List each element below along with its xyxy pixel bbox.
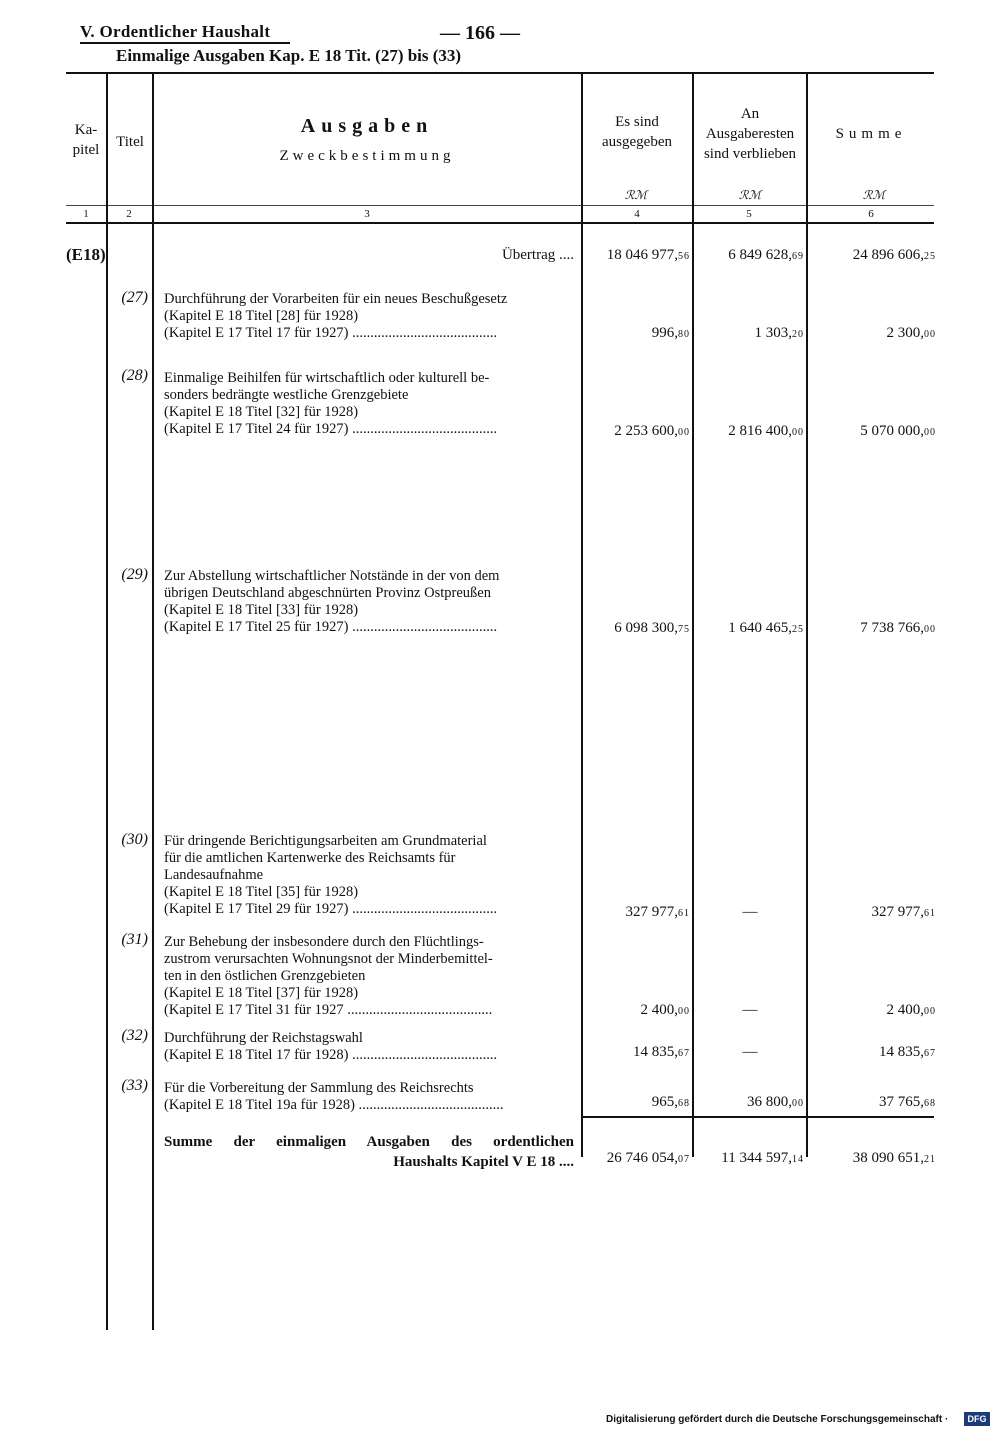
table-header-bottom-rule <box>66 222 934 224</box>
total-rule <box>582 1116 934 1118</box>
row-32-col5: — <box>742 1044 758 1060</box>
row-33-description: Für die Vorbereitung der Sammlung des Reichsrechts (Kapitel E 18 Titel 19a für 1928) ..... <box>164 1080 576 1114</box>
row-33-col4: 965,68 <box>651 1094 690 1110</box>
row-31-col4: 2 400,00 <box>640 1002 690 1018</box>
total-label: Summe der einmaligen Ausgaben des ordentlichen Haushalts Kapitel V E 18 .... <box>164 1134 574 1170</box>
column-divider-5 <box>806 72 808 1157</box>
column-number-4: 4 <box>634 208 640 220</box>
column-number-1: 1 <box>83 208 89 220</box>
column-number-2: 2 <box>126 208 132 220</box>
table-top-rule <box>66 72 934 74</box>
section-title: V. Ordentlicher Haushalt <box>80 22 271 41</box>
header-ausgaben: Ausgaben <box>300 115 434 137</box>
uebertrag-col6: 24 896 606,25 <box>852 247 936 263</box>
row-33-col5: 36 800,00 <box>747 1094 804 1110</box>
header-kapitel: Ka- pitel <box>72 122 100 158</box>
row-32-description: Durchführung der Reichstagswahl (Kapitel E 18 Titel 17 für 1928) ..... <box>164 1030 576 1064</box>
column-number-5: 5 <box>746 208 752 220</box>
header-ausgegeben: Es sind ausgegeben <box>602 114 672 150</box>
header-ausgabereste: An Ausgaberesten sind verblieben <box>703 106 797 162</box>
row-29-titel: (29) <box>121 566 148 583</box>
unit-col4: ℛℳ <box>624 188 648 202</box>
footer-credit: Digitalisierung gefördert durch die Deutsche Forschungsgemeinschaft · <box>606 1414 949 1425</box>
row-29-col4: 6 098 300,75 <box>614 620 690 636</box>
column-divider-1 <box>106 72 108 1330</box>
row-32-titel: (32) <box>121 1027 148 1044</box>
total-col5: 11 344 597,14 <box>721 1150 804 1166</box>
row-30-titel: (30) <box>121 831 148 848</box>
uebertrag-label: Übertrag .... <box>501 247 574 263</box>
row-31-col6: 2 400,00 <box>886 1002 936 1018</box>
row-28-col6: 5 070 000,00 <box>860 423 936 439</box>
row-31-description: Zur Behebung der insbesondere durch den Flüchtlings- zustrom verursachten Wohnungsnot der Minderbemittel- ten in den östlichen Grenzgebieten (Kapitel E 18 Titel [37] für 1928) (Kapitel E 17 Titel 31 für 1927 ..... <box>164 934 576 1019</box>
header-summe: Summe <box>835 126 907 142</box>
row-29-col5: 1 640 465,25 <box>728 620 804 636</box>
row-27-col6: 2 300,00 <box>886 325 936 341</box>
row-29-description: Zur Abstellung wirtschaftlicher Notstände in der von dem übrigen Deutschland abgeschnürten Provinz Ostpreußen (Kapitel E 18 Titel [33] für 1928) (Kapitel E 17 Titel 25 für 1927) ..... <box>164 568 576 636</box>
row-30-col6: 327 977,61 <box>871 904 936 920</box>
total-col4: 26 746 054,07 <box>606 1150 690 1166</box>
kapitel-label: (E18) <box>66 245 106 264</box>
row-33-col6: 37 765,68 <box>879 1094 936 1110</box>
row-33-titel: (33) <box>121 1077 148 1094</box>
row-31-titel: (31) <box>121 931 148 948</box>
column-number-rule <box>66 205 934 206</box>
row-30-col5: — <box>742 904 758 920</box>
row-27-col4: 996,80 <box>651 325 690 341</box>
row-28-col5: 2 816 400,00 <box>728 423 804 439</box>
row-28-col4: 2 253 600,00 <box>614 423 690 439</box>
total-col6: 38 090 651,21 <box>852 1150 936 1166</box>
row-32-col4: 14 835,67 <box>633 1044 690 1060</box>
uebertrag-col5: 6 849 628,69 <box>728 247 804 263</box>
column-number-3: 3 <box>364 208 370 220</box>
column-number-6: 6 <box>868 208 874 220</box>
unit-col6: ℛℳ <box>862 188 886 202</box>
column-divider-4 <box>692 72 694 1157</box>
header-rule <box>80 42 290 44</box>
uebertrag-col4: 18 046 977,56 <box>606 247 690 263</box>
header-titel: Titel <box>116 134 144 150</box>
header-zweckbestimmung: Zweckbestimmung <box>279 148 455 164</box>
page-number: — 166 — <box>440 22 520 44</box>
column-divider-2 <box>152 72 154 1330</box>
row-30-col4: 327 977,61 <box>625 904 690 920</box>
column-divider-3 <box>581 72 583 1157</box>
row-30-description: Für dringende Berichtigungsarbeiten am Grundmaterial für die amtlichen Kartenwerke des Reichsamts für Landesaufnahme (Kapitel E 18 Titel [35] für 1928) (Kapitel E 17 Titel 29 für 1927) ..... <box>164 833 576 918</box>
row-29-col6: 7 738 766,00 <box>860 620 936 636</box>
row-31-col5: — <box>742 1002 758 1018</box>
row-32-col6: 14 835,67 <box>879 1044 936 1060</box>
row-27-titel: (27) <box>121 289 148 306</box>
unit-col5: ℛℳ <box>738 188 762 202</box>
row-27-col5: 1 303,20 <box>754 325 804 341</box>
page-subtitle: Einmalige Ausgaben Kap. E 18 Tit. (27) bis (33) <box>116 46 462 65</box>
dfg-logo: DFG <box>964 1412 990 1426</box>
row-27-description: Durchführung der Vorarbeiten für ein neues Beschußgesetz (Kapitel E 18 Titel [28] für 1928) (Kapitel E 17 Titel 17 für 1927) ..... <box>164 291 576 342</box>
row-28-titel: (28) <box>121 367 148 384</box>
row-28-description: Einmalige Beihilfen für wirtschaftlich oder kulturell be- sonders bedrängte westliche Grenzgebiete (Kapitel E 18 Titel [32] für 1928) (Kapitel E 17 Titel 24 für 1927) ..... <box>164 370 576 438</box>
